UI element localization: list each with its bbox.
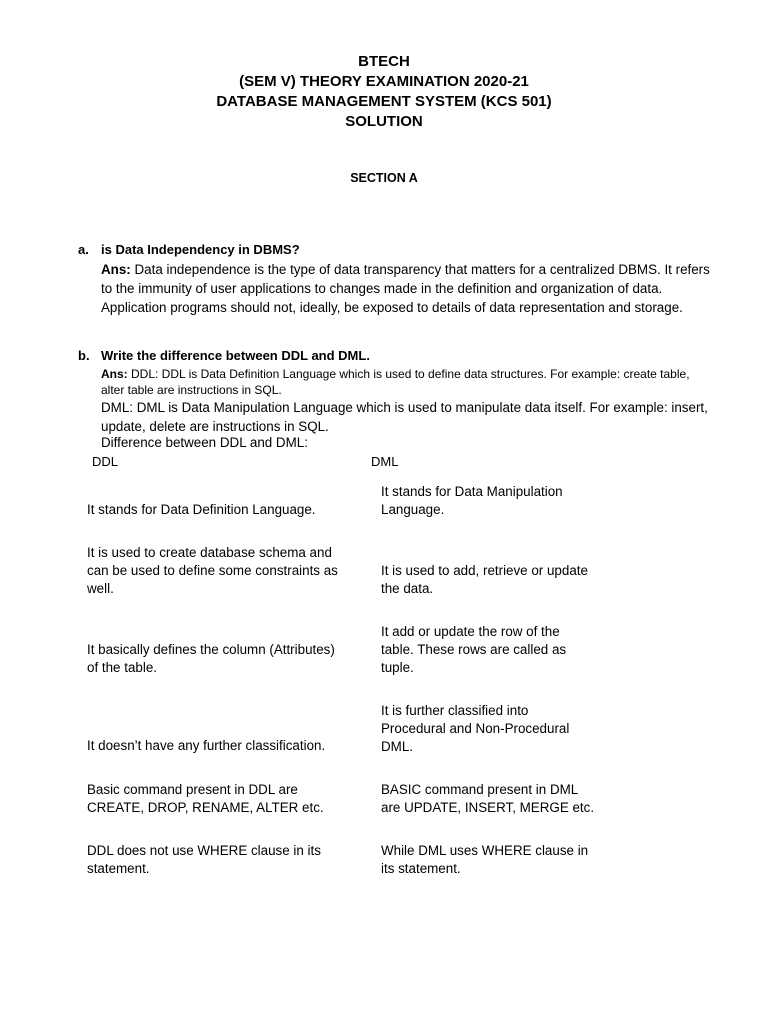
header-line-4: SOLUTION	[345, 113, 423, 130]
header-line-1: BTECH	[358, 53, 410, 70]
answer-b-ddl	[101, 366, 716, 398]
question-b-letter: b.	[78, 348, 90, 363]
table-row-1-dml: It stands for Data Manipulation Language.	[381, 484, 563, 517]
table-row-3-dml: It add or update the row of the table. These rows are called as tuple.	[381, 624, 567, 675]
table-row-3-ddl: It basically defines the column (Attributes) of the table.	[87, 642, 335, 675]
header-line-3: DATABASE MANAGEMENT SYSTEM (KCS 501)	[216, 93, 552, 110]
table-row-6-dml: While DML uses WHERE clause in its statement.	[381, 843, 589, 876]
answer-b-ddl-text: DDL: DDL is Data Definition Language which is used to define data structures. For example: create table, alter table are instructions in SQL.	[101, 367, 690, 397]
table-row-2-ddl: It is used to create database schema and can be used to define some constraints as well.	[87, 545, 338, 596]
table-row-1-ddl: It stands for Data Definition Language.	[87, 502, 316, 517]
document-header	[0, 52, 768, 132]
table-row-6-ddl: DDL does not use WHERE clause in its statement.	[87, 843, 321, 876]
answer-a-text: Data independence is the type of data transparency that matters for a centralized DBMS. It refers to the immunity of user applications to changes made in the definition and organization of data. Application programs should not, ideally, be exposed to details of data representation and storage.	[101, 262, 710, 315]
table-row-2-dml: It is used to add, retrieve or update the data.	[381, 563, 588, 596]
question-a	[78, 242, 300, 257]
question-a-letter: a.	[78, 242, 89, 257]
table-row-5-dml: BASIC command present in DML are UPDATE, INSERT, MERGE etc.	[381, 782, 595, 815]
question-a-text: is Data Independency in DBMS?	[101, 242, 300, 257]
answer-a	[101, 260, 716, 317]
column-header-ddl: DDL	[92, 454, 119, 469]
answer-a-label: Ans:	[101, 262, 131, 277]
table-row-5-ddl: Basic command present in DDL are CREATE, DROP, RENAME, ALTER etc.	[87, 782, 324, 815]
answer-b-label: Ans:	[101, 367, 128, 381]
question-b-text: Write the difference between DDL and DML.	[101, 348, 370, 363]
table-row-4-dml: It is further classified into Procedural and Non-Procedural DML.	[381, 703, 570, 754]
question-b	[78, 348, 370, 363]
column-header-dml: DML	[371, 454, 399, 469]
answer-b-dml: DML: DML is Data Manipulation Language which is used to manipulate data itself. For example: insert, update, delete are instructions in SQL.	[101, 400, 708, 434]
difference-intro: Difference between DDL and DML:	[101, 435, 308, 450]
header-line-2: (SEM V) THEORY EXAMINATION 2020-21	[239, 73, 529, 90]
section-title: SECTION A	[350, 171, 418, 185]
table-row-4-ddl: It doesn’t have any further classification.	[87, 738, 326, 753]
